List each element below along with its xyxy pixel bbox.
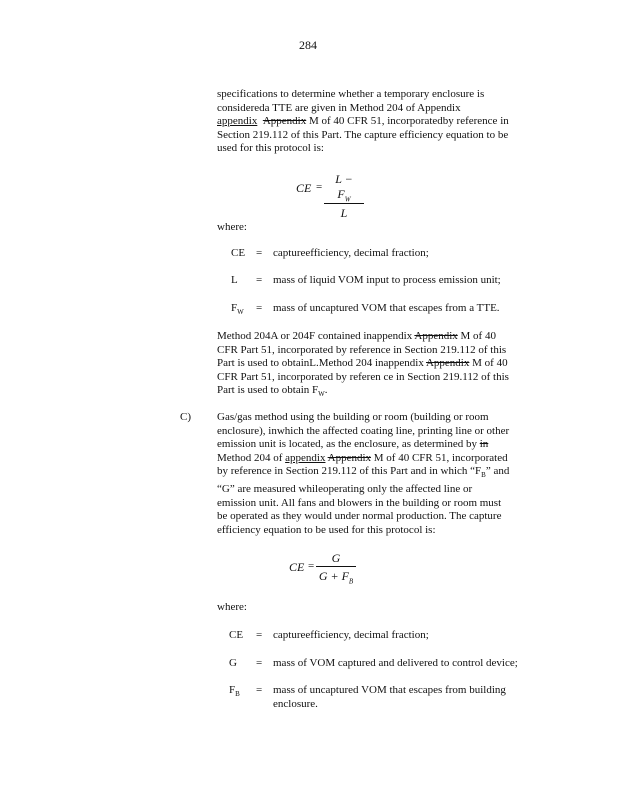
deleted-text: Appendix <box>425 357 470 370</box>
text-line: be operated as they would under normal production. The capture <box>217 510 502 523</box>
equation-equals: = <box>308 560 315 572</box>
definition-equals: = <box>256 274 263 286</box>
text-line <box>217 465 539 483</box>
equation-lhs: CE <box>289 560 305 574</box>
text-line: CFR Part 51, incorporated by reference in Section 219.112 of this <box>217 343 507 356</box>
equation-lhs: CE <box>296 181 312 195</box>
method-paragraph <box>217 330 539 402</box>
text-line: CFR Part 51, incorporated by referen ce in Section 219.112 of this <box>217 370 509 383</box>
text-line: enclosure), inwhich the affected coating line, printing line or other <box>217 424 510 437</box>
text-span: M of 40 <box>457 330 496 342</box>
deleted-text: Appendix <box>327 451 372 464</box>
deleted-text: Appendix <box>414 330 458 342</box>
definition-symbol: L <box>231 274 238 286</box>
inserted-text: appendix <box>217 115 258 128</box>
text-line: “G” are measured whileoperating only the affected line or <box>217 483 473 496</box>
text-span: Method 204 of <box>217 451 286 464</box>
text-span: M of 40 <box>469 357 508 370</box>
fraction-numerator: G <box>316 551 356 567</box>
denominator-text: G + F <box>318 569 349 583</box>
equation-fraction <box>316 551 356 585</box>
definition-symbol <box>231 302 244 316</box>
definition-equals: = <box>256 629 263 641</box>
text-span: Method 204A or 204F contained inappendix <box>217 330 415 342</box>
definition-symbol: G <box>229 657 237 669</box>
definition-equals: = <box>256 684 263 696</box>
text-line <box>217 384 539 402</box>
text-line <box>217 357 539 371</box>
text-span: . <box>324 384 328 397</box>
text-span: Part is used to obtain F <box>217 384 319 397</box>
text-line: used for this protocol is: <box>217 142 324 155</box>
deleted-text: Appendix <box>262 115 307 128</box>
denominator-subscript: B <box>348 577 354 586</box>
definition-equals: = <box>256 247 263 259</box>
page-number: 284 <box>299 38 317 52</box>
where-label: where: <box>217 221 247 233</box>
definition-symbol <box>229 684 240 698</box>
text-line: considereda TTE are given in Method 204 of Appendix <box>217 101 461 114</box>
text-line: emission unit. All fans and blowers in the building or room must <box>217 496 502 509</box>
definition-equals: = <box>256 657 263 669</box>
text-line: Gas/gas method using the building or room (building or room <box>217 411 489 423</box>
equation-equals: = <box>316 181 323 193</box>
where-label: where: <box>217 601 247 613</box>
text-span: emission unit is located, as the enclosure, as determined by <box>217 438 480 451</box>
text-line <box>217 115 539 129</box>
intro-paragraph <box>217 88 539 156</box>
symbol-subscript: W <box>237 308 244 317</box>
equation-fraction <box>324 172 364 221</box>
text-span: ” and <box>485 465 510 478</box>
section-label: C) <box>180 411 191 423</box>
symbol-text: F <box>229 684 236 696</box>
definition-symbol: CE <box>231 247 246 259</box>
text-line <box>217 330 539 344</box>
text-span: M of 40 CFR 51, incorporated <box>371 451 508 464</box>
fraction-numerator <box>324 172 364 204</box>
text-line: specifications to determine whether a temporary enclosure is <box>217 88 485 100</box>
text-line <box>217 438 539 452</box>
text-line <box>217 452 539 466</box>
definition-text: mass of uncaptured VOM that escapes from a TTE. <box>273 302 500 314</box>
text-span: by reference in Section 219.112 of this Part and in which “F <box>217 465 482 478</box>
text-line: Section 219.112 of this Part. The capture efficiency equation to be <box>217 128 509 141</box>
definition-text-continued: enclosure. <box>273 698 318 710</box>
fraction-denominator <box>316 567 356 585</box>
deleted-text: in <box>479 438 489 451</box>
numerator-text: L − F <box>335 172 353 201</box>
inserted-text: appendix <box>285 451 326 464</box>
definition-symbol: CE <box>229 629 244 641</box>
numerator-subscript: W <box>344 195 351 204</box>
symbol-text: F <box>231 302 238 314</box>
definition-text: captureefficiency, decimal fraction; <box>273 629 429 641</box>
text-span: M of 40 CFR 51, incorporatedby reference in <box>306 115 509 128</box>
symbol-subscript: B <box>235 690 240 699</box>
definition-text: mass of uncaptured VOM that escapes from building <box>273 684 506 696</box>
subscript: B <box>481 471 486 480</box>
definition-equals: = <box>256 302 263 314</box>
text-line: efficiency equation to be used for this protocol is: <box>217 523 436 536</box>
definition-text: mass of liquid VOM input to process emission unit; <box>273 274 501 286</box>
section-c-paragraph <box>217 411 539 538</box>
definition-text: captureefficiency, decimal fraction; <box>273 247 429 259</box>
text-span: Part is used to obtainL.Method 204 inappendix <box>217 357 426 370</box>
fraction-denominator: L <box>340 206 348 221</box>
definition-text: mass of VOM captured and delivered to control device; <box>273 657 518 669</box>
subscript: W <box>318 390 325 399</box>
